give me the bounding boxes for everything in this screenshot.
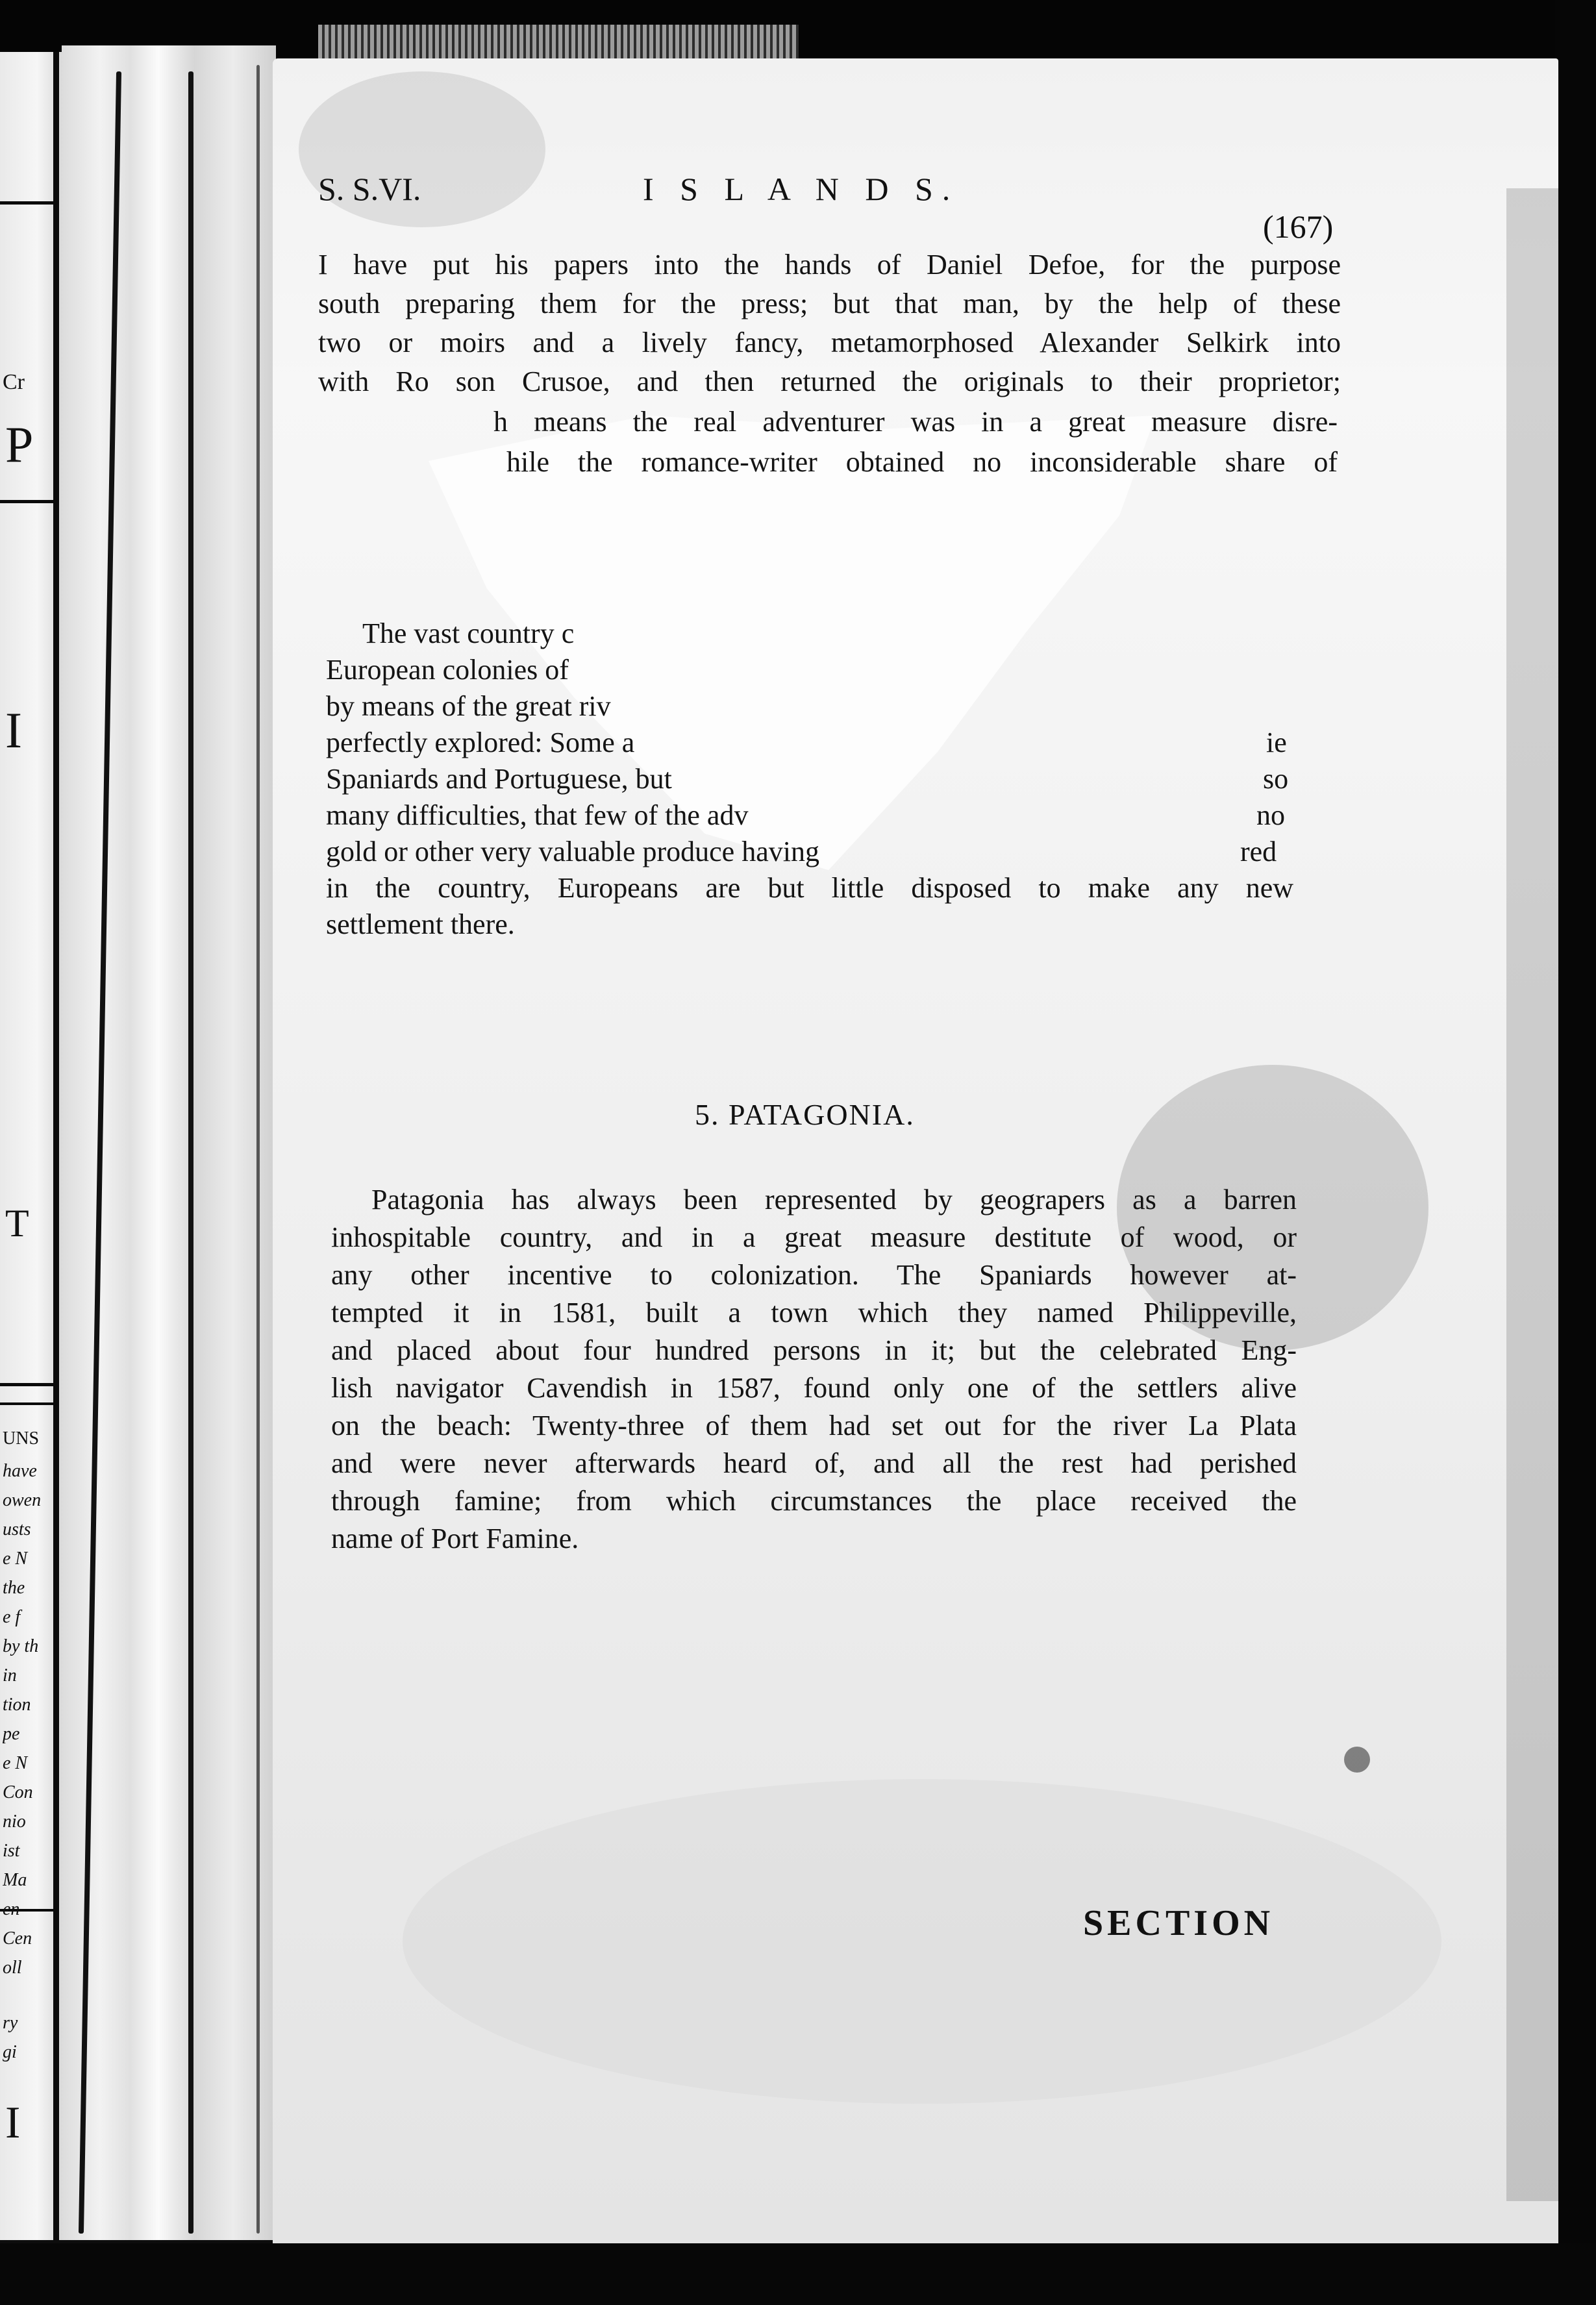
text-line: inhospitable country, and in a great measure destitute of wood, or <box>331 1221 1297 1253</box>
margin-fragment: owen <box>3 1490 42 1510</box>
ink-spot <box>1344 1747 1370 1773</box>
text-fragment: so <box>1263 763 1289 795</box>
text-line: in the country, Europeans are but little disposed to make any new <box>326 872 1293 904</box>
fold-shadow <box>256 65 260 2234</box>
text-line: tempted it in 1581, built a town which they named Philippeville, <box>331 1297 1297 1328</box>
text-line: The vast country c <box>362 617 575 649</box>
scan-right-border <box>1555 0 1596 2305</box>
text-fragment: ie <box>1266 727 1287 758</box>
margin-fragment: Cen <box>3 1928 32 1949</box>
margin-rule <box>0 201 53 205</box>
section-heading: 5. PATAGONIA. <box>695 1098 915 1131</box>
text-line: with Ro son Crusoe, and then returned the originals to their proprietor; <box>318 366 1341 397</box>
text-fragment: red <box>1240 836 1277 867</box>
text-line: I have put his papers into the hands of Daniel Defoe, for the purpose <box>318 249 1341 280</box>
catchword: SECTION <box>1083 1903 1275 1943</box>
text-line: hile the romance-writer obtained no inconsiderable share of <box>506 446 1338 478</box>
text-line: name of Port Famine. <box>331 1523 579 1554</box>
text-line: h means the real adventurer was in a great measure disre- <box>493 406 1338 438</box>
margin-fragment: by th <box>3 1636 39 1656</box>
page-edge-shadow <box>1506 188 1558 2201</box>
margin-fragment: have <box>3 1461 37 1481</box>
scan-bottom-border <box>0 2243 1596 2305</box>
margin-rule <box>0 1402 53 1405</box>
text-line: European colonies of <box>326 654 569 686</box>
text-line: two or moirs and a lively fancy, metamorphosed Alexander Selkirk into <box>318 327 1341 358</box>
fold-shadow <box>79 71 121 2234</box>
margin-rule <box>0 1383 53 1386</box>
bleed-through <box>403 1779 1441 2104</box>
text-line: gold or other very valuable produce having <box>326 836 819 867</box>
margin-fragment: I <box>5 2098 21 2148</box>
text-line: lish navigator Cavendish in 1587, found only one of the settlers alive <box>331 1372 1297 1404</box>
margin-fragment: pe <box>3 1724 20 1744</box>
text-line: Patagonia has always been represented by geograpers as a barren <box>371 1184 1297 1215</box>
running-title: I S L A N D S. <box>643 171 960 207</box>
margin-fragment: P <box>5 416 34 473</box>
margin-fragment: e f <box>3 1607 21 1627</box>
text-line: any other incentive to colonization. The Spaniards however at- <box>331 1259 1297 1291</box>
text-line: Spaniards and Portuguese, but <box>326 763 672 795</box>
text-line: on the beach: Twenty-three of them had set out for the river La Plata <box>331 1410 1297 1441</box>
margin-fragment: in <box>3 1665 17 1686</box>
margin-fragment: gi <box>3 2042 17 2062</box>
margin-fragment: e N <box>3 1753 28 1773</box>
margin-fragment: T <box>5 1202 29 1245</box>
margin-fragment: tion <box>3 1695 31 1715</box>
margin-fragment: I <box>5 702 22 758</box>
text-line: by means of the great riv <box>326 690 611 722</box>
text-line: perfectly explored: Some a <box>326 727 635 758</box>
adjacent-page-fragment <box>0 52 62 2240</box>
text-line: and were never afterwards heard of, and all the rest had perished <box>331 1447 1297 1479</box>
text-line: many difficulties, that few of the adv <box>326 799 749 831</box>
text-fragment: no <box>1256 799 1285 831</box>
page-gutter <box>62 45 276 2240</box>
margin-fragment: oll <box>3 1958 22 1978</box>
margin-fragment: nio <box>3 1812 26 1832</box>
text-line: and placed about four hundred persons in it; but the celebrated Eng- <box>331 1334 1297 1366</box>
margin-fragment: Ma <box>3 1870 27 1890</box>
fold-shadow <box>188 71 193 2234</box>
margin-fragment: usts <box>3 1519 31 1539</box>
text-line: south preparing them for the press; but that man, by the help of these <box>318 288 1341 319</box>
margin-fragment: ry <box>3 2013 18 2033</box>
margin-rule <box>0 500 53 503</box>
section-label: S. S.VI. <box>318 171 421 207</box>
text-line: through famine; from which circumstances the place received the <box>331 1485 1297 1517</box>
page-number: (167) <box>1263 208 1334 245</box>
margin-fragment: UNS <box>3 1428 40 1449</box>
text-line: settlement there. <box>326 908 515 940</box>
margin-fragment: Con <box>3 1782 33 1802</box>
margin-fragment: the <box>3 1578 25 1598</box>
margin-fragment: ist <box>3 1841 20 1861</box>
margin-fragment: en <box>3 1899 20 1919</box>
margin-fragment: Cr <box>3 370 25 394</box>
margin-fragment: e N <box>3 1549 28 1569</box>
